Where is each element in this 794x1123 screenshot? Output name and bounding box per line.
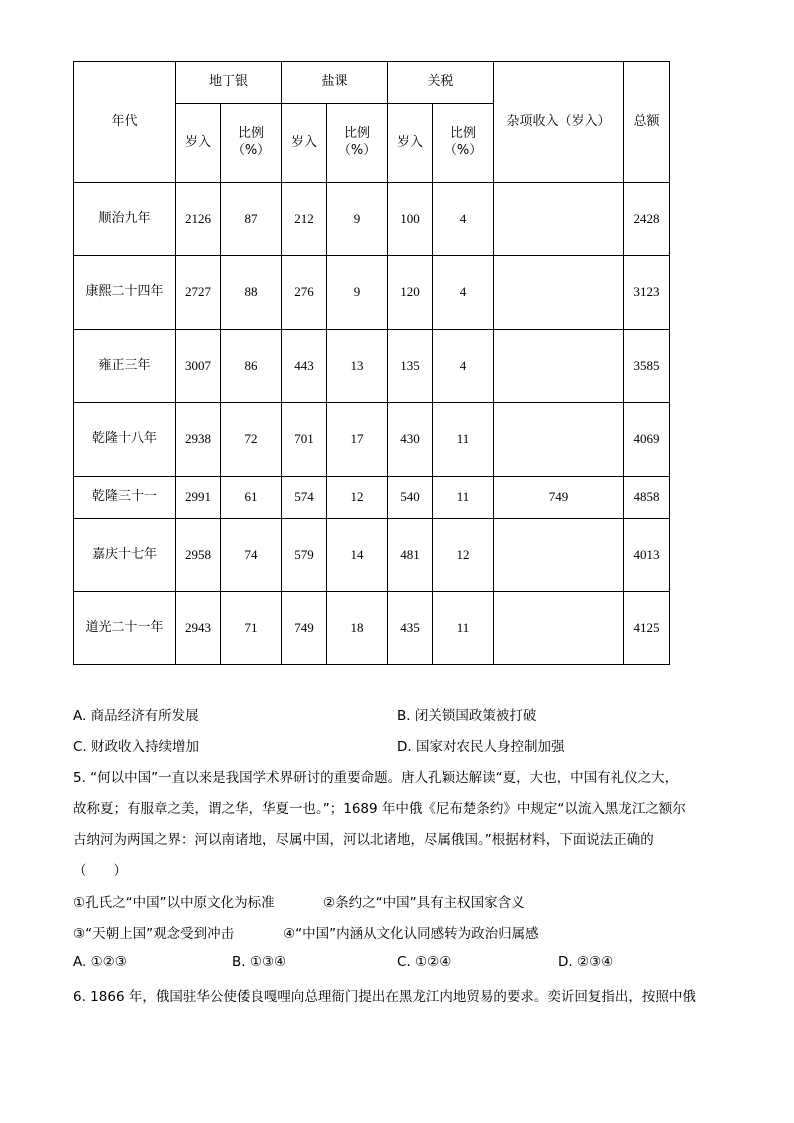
header-misc: 杂项收入（岁入） [494,62,624,183]
q5-option-a: A. ①②③ [73,954,127,970]
header-salt: 盐课 [282,62,388,104]
q5-stem-line-1: 5. “何以中国”一直以来是我国学术界研讨的重要命题。唐人孔颖达解读“夏，大也，中国有礼仪之大， [73,770,679,786]
table-row: 乾隆十八年 2938 72 701 17 430 11 4069 [74,403,670,477]
table-row: 道光二十一年 2943 71 749 18 435 11 4125 [74,592,670,665]
q5-stem-blank: （ ） [73,863,127,879]
fiscal-revenue-table [73,61,670,665]
header-customs-income: 岁入 [388,104,433,183]
header-customs: 关税 [388,62,494,104]
q5-statement-1: ①孔氏之“中国”以中原文化为标准 [73,895,275,911]
q5-stem-line-3: 古纳河为两国之界：河以南诸地，尽属中国，河以北诸地，尽属俄国。”根据材料，下面说法正确的 [73,832,654,848]
q5-stem-line-2: 故称夏；有服章之美，谓之华，华夏一也。”；1689 年中俄《尼布楚条约》中规定“以流入黑龙江之额尔 [73,801,686,817]
q5-statement-3: ③“天朝上国”观念受到冲击 [73,926,235,942]
header-land-tax: 地丁银 [176,62,282,104]
header-customs-ratio: 比例 （%） [433,104,494,183]
table-row: 嘉庆十七年 2958 74 579 14 481 12 4013 [74,519,670,592]
q5-option-d: D. ②③④ [558,954,614,970]
table-row: 雍正三年 3007 86 443 13 135 4 3585 [74,330,670,403]
q5-option-c: C. ①②④ [397,954,452,970]
q6-stem-line-1: 6. 1866 年，俄国驻华公使倭良嘎哩向总理衙门提出在黑龙江内地贸易的要求。奕䜣回复指出，按照中俄 [73,989,696,1005]
table-row: 顺治九年 2126 87 212 9 100 4 2428 [74,183,670,256]
header-total: 总额 [624,62,670,183]
table-row: 康熙二十四年 2727 88 276 9 120 4 3123 [74,256,670,330]
q5-option-b: B. ①③④ [232,954,287,970]
table-row: 乾隆三十一 2991 61 574 12 540 11 749 4858 [74,477,670,519]
header-salt-ratio: 比例 （%） [327,104,388,183]
q4-option-d: D. 国家对农民人身控制加强 [397,739,565,755]
header-land-income: 岁入 [176,104,221,183]
header-era: 年代 [74,62,176,183]
q4-option-a: A. 商品经济有所发展 [73,708,199,724]
header-salt-income: 岁入 [282,104,327,183]
header-land-ratio: 比例 （%） [221,104,282,183]
q4-option-c: C. 财政收入持续增加 [73,739,200,755]
q5-statement-2: ②条约之“中国”具有主权国家含义 [323,895,525,911]
q5-statement-4: ④“中国”内涵从文化认同感转为政治归属感 [283,926,539,942]
q4-option-b: B. 闭关锁国政策被打破 [397,708,537,724]
